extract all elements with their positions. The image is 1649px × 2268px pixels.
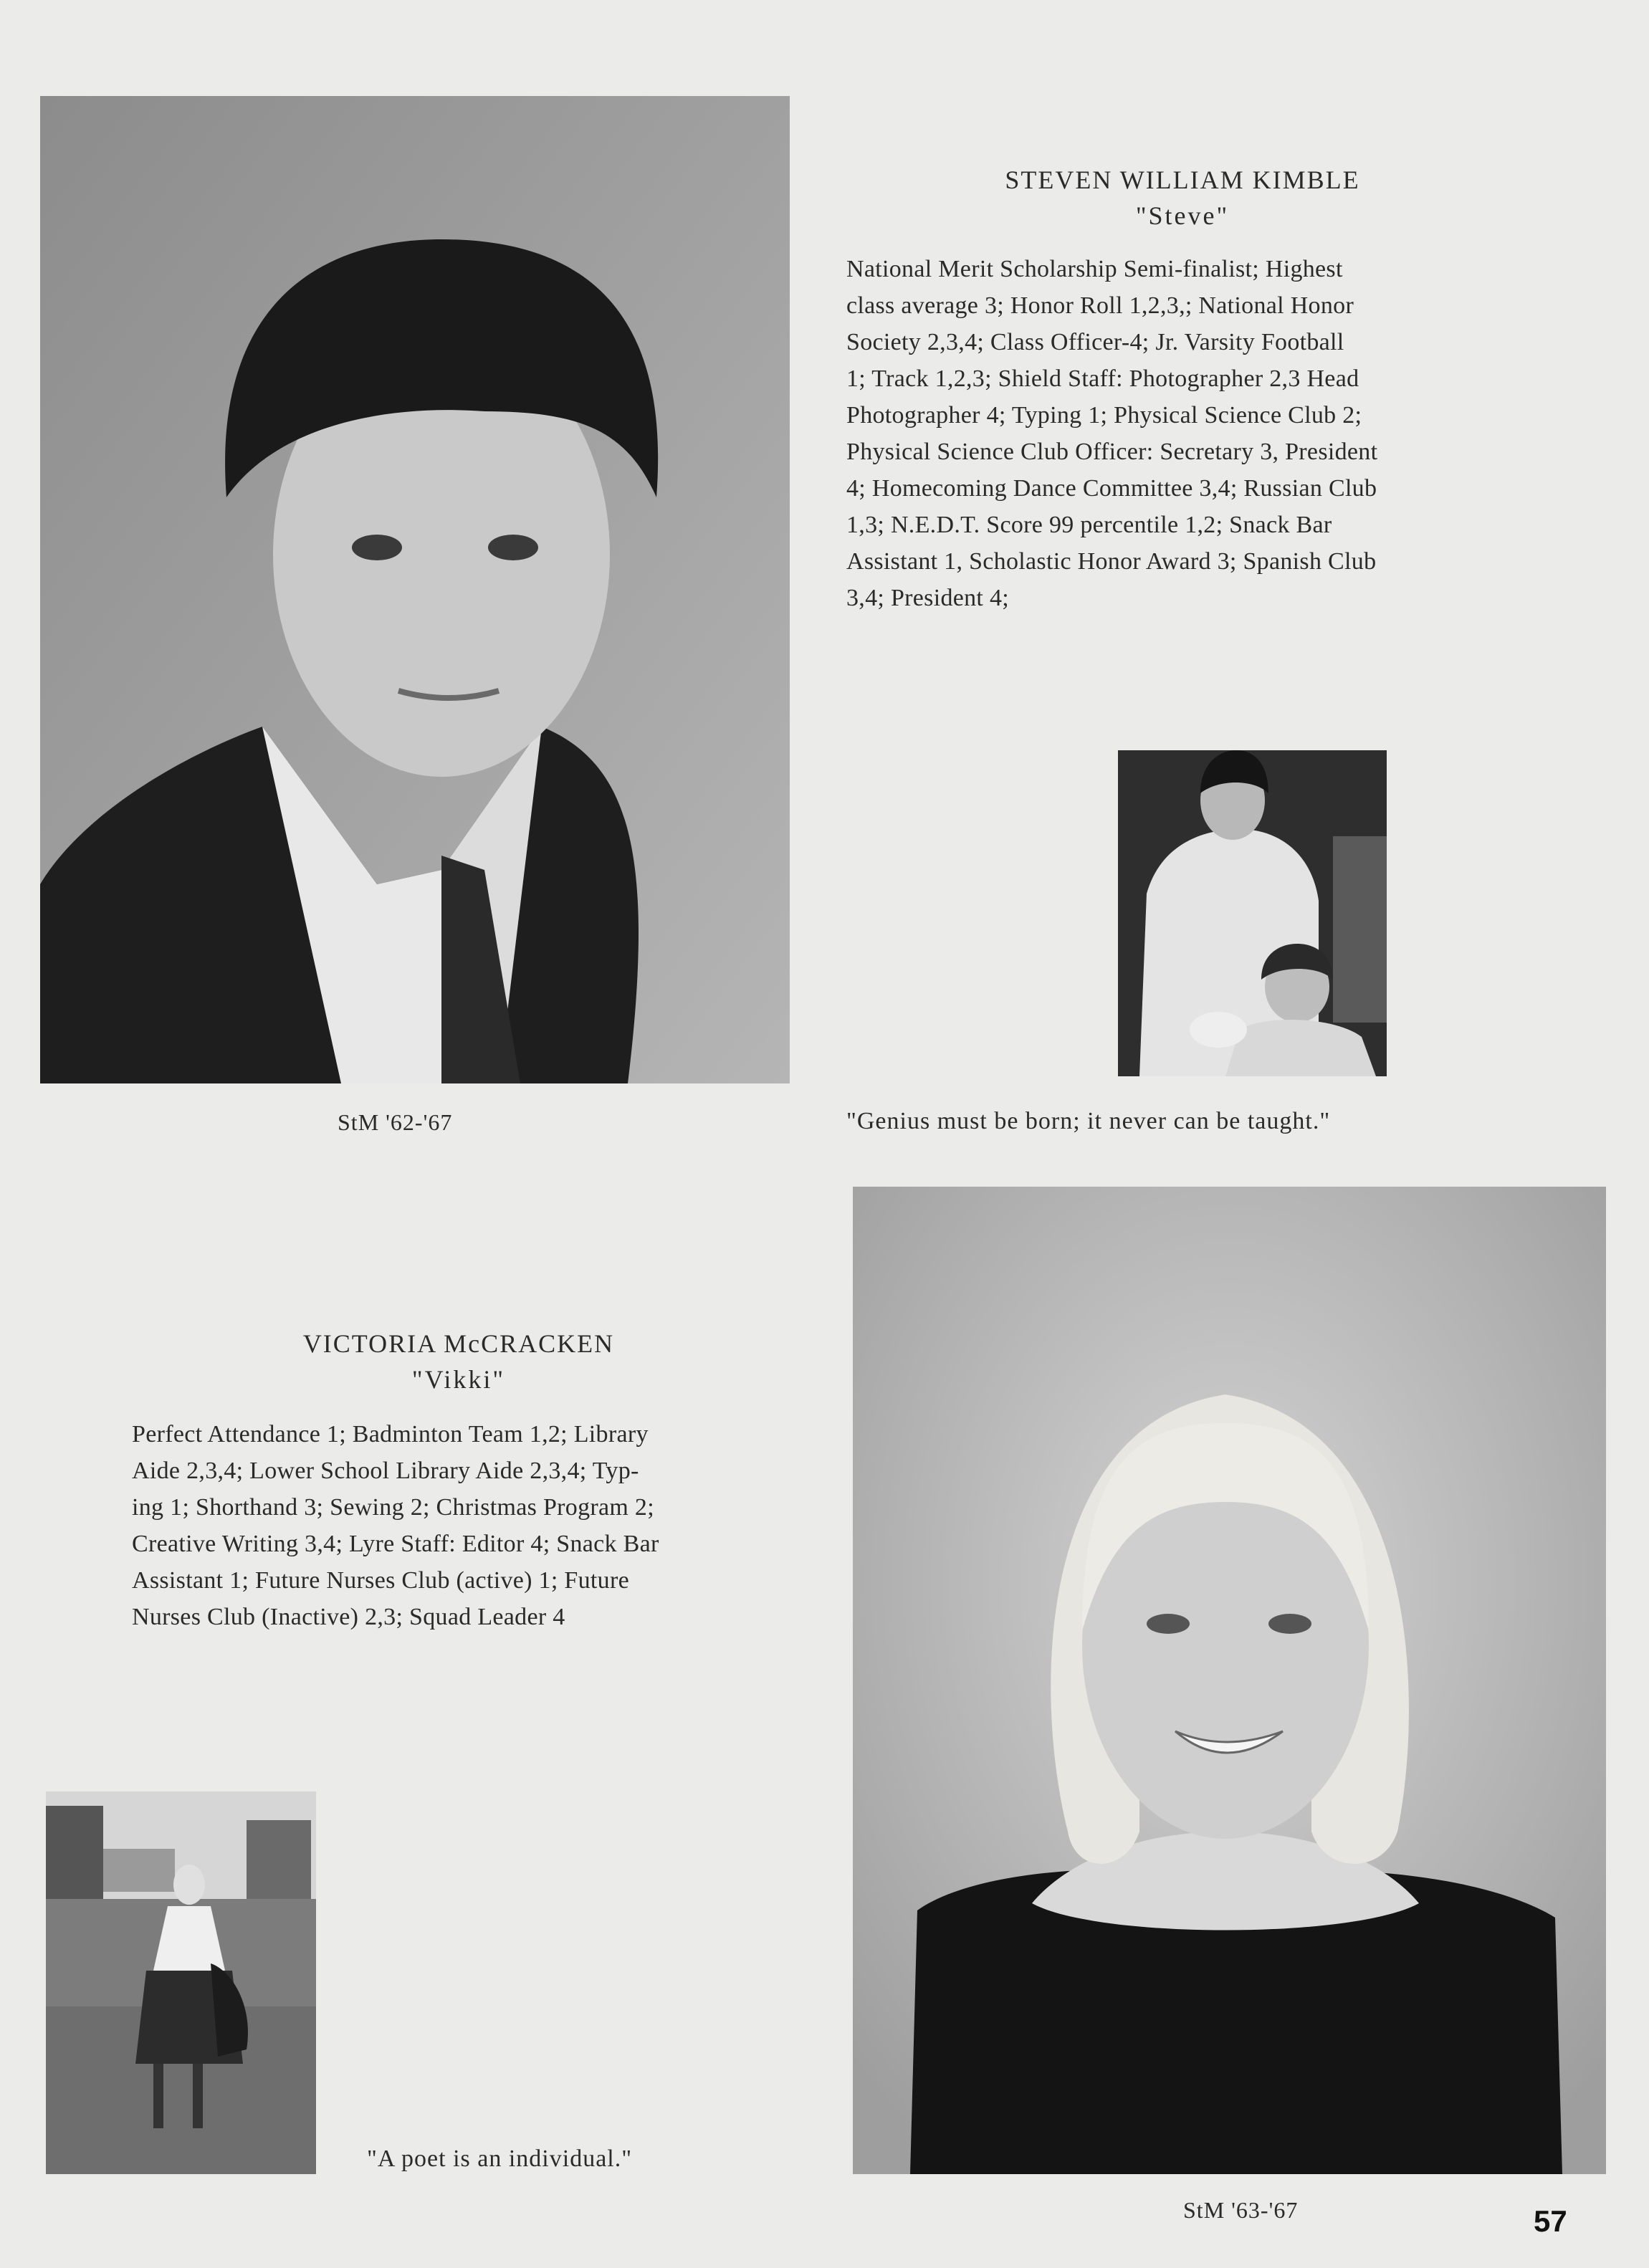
bio-line: Photographer 4; Typing 1; Physical Science Club 2;: [846, 402, 1362, 429]
bio-line: 4; Homecoming Dance Committee 3,4; Russian Club: [846, 475, 1377, 502]
steven-years: StM '62-'67: [338, 1109, 453, 1135]
bio-line: ing 1; Shorthand 3; Sewing 2; Christmas Program 2;: [132, 1494, 654, 1521]
bio-line: class average 3; Honor Roll 1,2,3,; National Honor: [846, 292, 1354, 319]
bio-line: Assistant 1; Future Nurses Club (active) 1; Future: [132, 1567, 629, 1594]
steven-portrait: [40, 96, 790, 1083]
victoria-quote: "A poet is an individual.": [367, 2145, 633, 2172]
bio-line: Society 2,3,4; Class Officer-4; Jr. Varsity Football: [846, 329, 1344, 355]
bio-line: 1,3; N.E.D.T. Score 99 percentile 1,2; Snack Bar: [846, 512, 1332, 538]
bio-line: 1; Track 1,2,3; Shield Staff: Photographer 2,3 Head: [846, 365, 1359, 392]
bio-line: Perfect Attendance 1; Badminton Team 1,2; Library: [132, 1421, 649, 1448]
bio-line: Physical Science Club Officer: Secretary 3, President: [846, 439, 1378, 465]
bio-line: Assistant 1, Scholastic Honor Award 3; Spanish Club: [846, 548, 1377, 575]
victoria-candid-photo: [46, 1791, 316, 2174]
victoria-name: VICTORIA McCRACKEN: [302, 1329, 615, 1358]
steven-candid-photo: [1118, 750, 1387, 1076]
page-number: 57: [1534, 2204, 1567, 2238]
steven-name: STEVEN WILLIAM KIMBLE: [1005, 166, 1360, 194]
victoria-bio: [132, 1416, 806, 1635]
bio-line: Creative Writing 3,4; Lyre Staff: Editor 4; Snack Bar: [132, 1531, 659, 1557]
bio-line: Aide 2,3,4; Lower School Library Aide 2,3,4; Typ-: [132, 1458, 639, 1484]
bio-line: National Merit Scholarship Semi-finalist; Highest: [846, 256, 1343, 282]
steven-quote: "Genius must be born; it never can be taught.": [846, 1108, 1331, 1134]
steven-nickname: "Steve": [1135, 201, 1230, 230]
victoria-portrait: [853, 1187, 1606, 2174]
steven-bio: [846, 251, 1534, 616]
victoria-years: StM '63-'67: [1183, 2197, 1299, 2223]
bio-line: 3,4; President 4;: [846, 585, 1010, 611]
victoria-nickname: "Vikki": [411, 1365, 506, 1394]
bio-line: Nurses Club (Inactive) 2,3; Squad Leader 4: [132, 1604, 565, 1630]
